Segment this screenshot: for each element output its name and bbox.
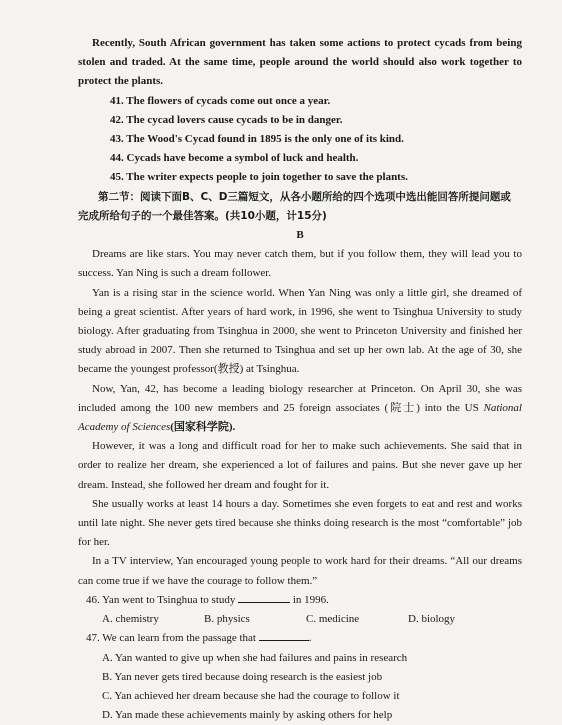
passage-line: became the youngest professor(教授) at Tsinghua.	[78, 363, 300, 376]
passage-line: However, it was a long and difficult road for her to make such achievements. She said that in	[92, 440, 522, 453]
option-a[interactable]: A. Yan wanted to give up when she had failures and pains in research	[102, 651, 408, 664]
question-text: .	[308, 632, 312, 645]
option-d[interactable]: D. Yan made these achievements mainly by asking others for help	[102, 709, 393, 722]
option-b[interactable]: B. Yan never gets tired because doing research is the easiest job	[102, 670, 383, 683]
passage-line: success. Yan Ning is such a dream follower.	[78, 267, 272, 280]
passage-paragraph-2	[78, 284, 522, 380]
statement-42: 42. The cycad lovers cause cycads to be in danger.	[110, 113, 343, 126]
question-46	[78, 591, 522, 610]
question-text: 46. Yan went to Tsinghua to study	[86, 593, 239, 606]
statement-43: 43. The Wood's Cycad found in 1895 is the only one of its kind.	[110, 133, 404, 146]
passage-paragraph-6	[78, 552, 522, 590]
answer-blank[interactable]	[238, 591, 290, 603]
passage-line: Now, Yan, 42, has become a leading biology researcher at Princeton. On April 30, she was	[92, 382, 522, 395]
passage-line: for her.	[78, 536, 110, 549]
passage-line: Dreams are like stars. You may never catch them, but if you follow them, they will lead you to	[92, 248, 522, 261]
passage-line: being a great scientist. After years of hard work, in 1996, she went to Tsinghua University to study	[78, 305, 522, 318]
option-c[interactable]: C. medicine	[306, 613, 360, 626]
option-b[interactable]: B. physics	[204, 613, 250, 626]
passage-paragraph-3	[78, 380, 522, 438]
part2-instruction-cont	[78, 207, 522, 226]
answer-blank[interactable]	[259, 629, 309, 641]
passage-line: (国家科学院).	[170, 421, 236, 434]
passage-line: She usually works at least 14 hours a day. Sometimes she even forgets to eat and rest and works	[92, 497, 522, 510]
passage-b-title: B	[296, 229, 304, 242]
italic-text: National	[483, 401, 522, 414]
statement-41: 41. The flowers of cycads come out once a year.	[110, 94, 331, 107]
intro-line: Recently, South African government has taken some actions to protect cycads from being stolen	[78, 37, 522, 69]
option-d[interactable]: D. biology	[408, 613, 456, 626]
statement-44: 44. Cycads have become a symbol of luck and health.	[110, 152, 359, 165]
passage-line: dreams can come true if we have the courage to follow them.”	[78, 555, 522, 587]
part2-instruction	[78, 188, 522, 207]
passage-paragraph-1	[78, 245, 522, 283]
passage-line: Yan is a rising star in the science world. When Yan Ning was only a little girl, she dreamed of	[92, 286, 522, 299]
question-47	[78, 629, 522, 648]
passage-line: included among the 100 new members and 25 foreign associates (院士) into the US	[78, 401, 484, 414]
passage-paragraph-5	[78, 495, 522, 553]
passage-line: dream. Instead, she followed her dream and fought for it.	[78, 478, 330, 491]
intro-line: plants.	[131, 75, 164, 88]
passage-line: biology. After graduating from Tsinghua in 2000, she went to Princeton University and finished her	[78, 325, 522, 338]
part2-line: 第二节：阅读下面B、C、D三篇短文，从各小题所给的四个选项中选出能回答所提问题或	[98, 190, 511, 203]
question-text: in 1996.	[290, 593, 329, 606]
passage-paragraph-4	[78, 437, 522, 495]
passage-line: study abroad in 2007. Then she returned to Tsinghua and set up her own lab. At the age of 30, she	[78, 344, 522, 357]
question-text: 47. We can learn from the passage that	[86, 632, 259, 645]
italic-text: Academy of Sciences	[78, 421, 171, 434]
passage-line: until late night. She never gets tired because she thinks doing research is the most “comfortable” job	[78, 517, 522, 530]
option-c[interactable]: C. Yan achieved her dream because she had the courage to follow it	[102, 689, 400, 702]
statement-45: 45. The writer expects people to join together to save the plants.	[110, 171, 408, 184]
intro-paragraph	[78, 34, 522, 92]
passage-line: In a TV interview, Yan encouraged young people to work hard for their dreams. “All our	[92, 555, 488, 568]
option-a[interactable]: A. chemistry	[102, 613, 159, 626]
part2-line: 完成所给句子的一个最佳答案。(共10小题，计15分)	[78, 209, 327, 222]
intro-line: and traded. At the same time, people around the world should also work together to protect the	[78, 56, 523, 88]
passage-line: order to realize her dream, she experienced a lot of failures and pains. But she never gave up her	[78, 459, 522, 472]
question-46-options	[78, 610, 522, 629]
